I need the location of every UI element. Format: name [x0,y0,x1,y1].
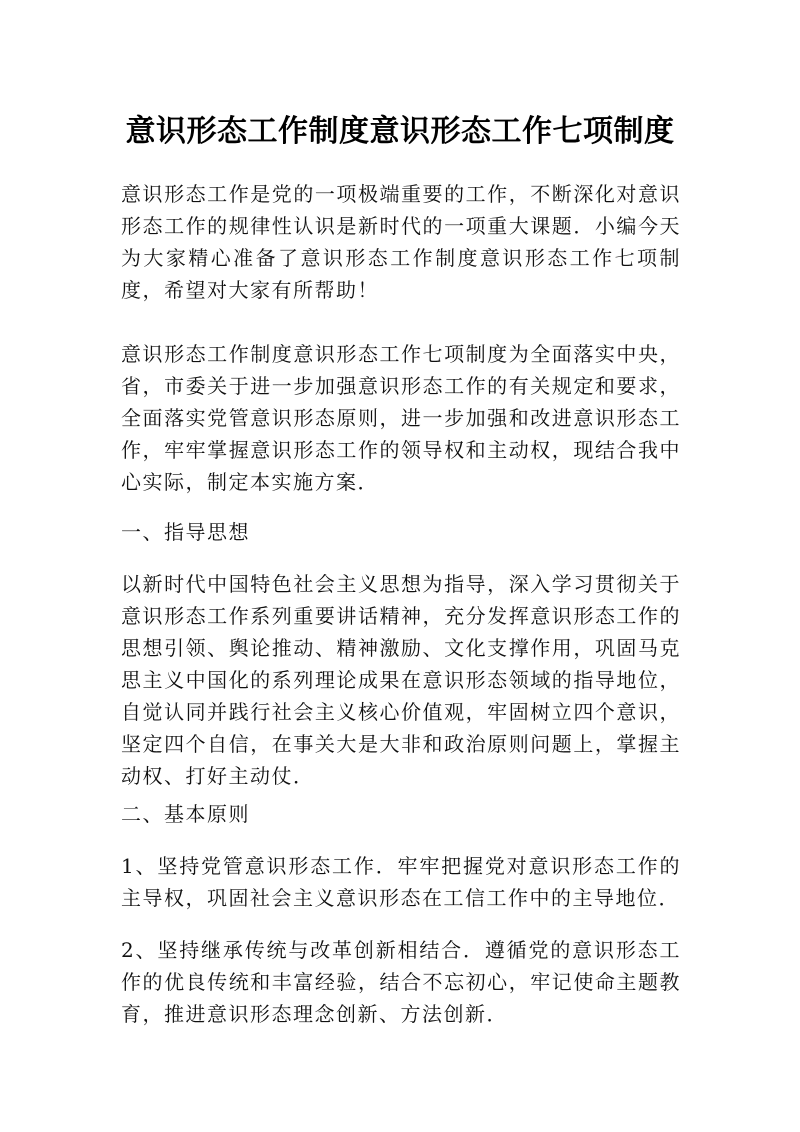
document-title: 意识形态工作制度意识形态工作七项制度 [125,114,675,149]
principle-2-paragraph: 2、坚持继承传统与改革创新相结合．遵循党的意识形态工作的优良传统和丰富经验，结合不忘初心，牢记使命主题教育，推进意识形态理念创新、方法创新． [121,938,681,1026]
intro-paragraph: 意识形态工作是党的一项极端重要的工作，不断深化对意识形态工作的规律性认识是新时代的一项重大课题．小编今天为大家精心准备了意识形态工作制度意识形态工作七项制度，希望对大家有所帮助！ [121,182,681,302]
principle-1-paragraph: 1、坚持党管意识形态工作．牢牢把握党对意识形态工作的主导权，巩固社会主义意识形态在工信工作中的主导地位． [121,854,681,910]
section-heading-basic-principles: 二、基本原则 [121,802,250,826]
overview-paragraph: 意识形态工作制度意识形态工作七项制度为全面落实中央，省，市委关于进一步加强意识形态工作的有关规定和要求，全面落实党管意识形态原则，进一步加强和改进意识形态工作，牢牢掌握意识形态工作的领导权和主动权，现结合我中心实际，制定本实施方案． [121,342,681,494]
section-heading-guiding-thought: 一、指导思想 [121,520,250,544]
guiding-thought-paragraph: 以新时代中国特色社会主义思想为指导，深入学习贯彻关于意识形态工作系列重要讲话精神，充分发挥意识形态工作的思想引领、舆论推动、精神激励、文化支撑作用，巩固马克思主义中国化的系列理论成果在意识形态领域的指导地位，自觉认同并践行社会主义核心价值观，牢固树立四个意识，坚定四个自信，在事关大是大非和政治原则问题上，掌握主动权、打好主动仗． [121,572,681,788]
